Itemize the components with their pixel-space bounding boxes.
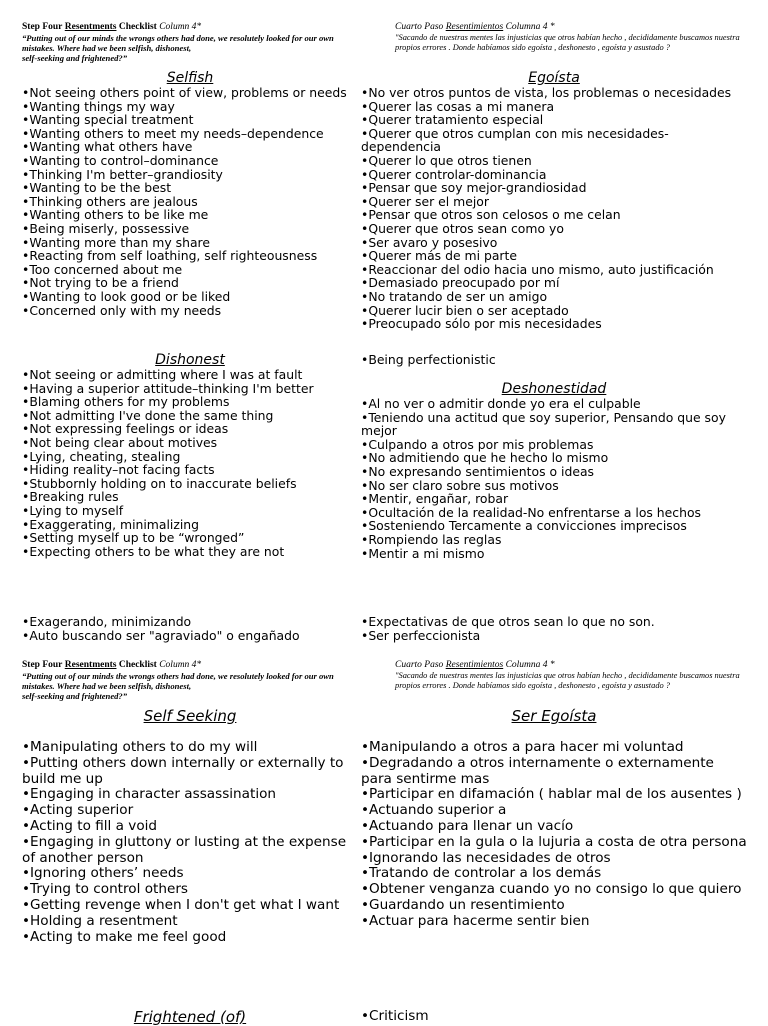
list-item: • Querer lo que otros tienen [361, 154, 747, 168]
self-seeking-heading: Self Seeking [143, 707, 237, 725]
list-item: • Concerned only with my needs [22, 304, 358, 318]
header-es-quote: "Sacando de nuestras mentes las injusticias que otros habían hecho , decididamente buscamos nuestra propios errores . Donde habíamos sido egoísta , deshonesto , egoísta y asustado ? [395, 671, 740, 690]
header-quote: “Putting out of our minds the wrongs others had done, we resolutely looked for our own mistakes. Where had we been selfish, dishonest, [22, 671, 334, 691]
list-item: • Pensar que soy mejor-grandiosidad [361, 181, 747, 195]
list-item: • Expecting others to be what they are not [22, 545, 358, 559]
list-item: • Too concerned about me [22, 263, 358, 277]
list-item: • Not expressing feelings or ideas [22, 422, 358, 436]
list-item: • Lying, cheating, stealing [22, 450, 358, 464]
list-item: • No expresando sentimientos o ideas [361, 465, 747, 479]
list-item: • Pensar que otros son celosos o me celan [361, 208, 747, 222]
list-item: • Wanting what others have [22, 140, 358, 154]
list-item: • Thinking I'm better–grandiosity [22, 168, 358, 182]
header-es-title-resentments: Resentimientos [445, 660, 504, 670]
header-es-quote: "Sacando de nuestras mentes las injusticias que otros habían hecho , decididamente buscamos nuestra propios errores . Donde habíamos sido egoísta , deshonesto , egoísta y asustado ? [395, 33, 740, 52]
list-item: • Wanting to be the best [22, 181, 358, 195]
extra-left-list [22, 615, 300, 642]
list-item: • Querer tratamiento especial [361, 113, 747, 127]
header-en [22, 22, 360, 63]
header-title-resentments: Resentments [64, 22, 117, 32]
list-item: • Wanting to look good or be liked [22, 290, 358, 304]
list-item: • Wanting others to meet my needs–dependence [22, 127, 358, 141]
list-item: • Breaking rules [22, 490, 358, 504]
list-item: • No ver otros puntos de vista, los problemas o necesidades [361, 86, 747, 100]
list-item: • Wanting more than my share [22, 236, 358, 250]
list-item: • Auto buscando ser "agraviado" o engañado [22, 629, 300, 643]
dishonest-heading: Dishonest [155, 352, 225, 368]
list-item: • Actuar para hacerme sentir bien [361, 914, 747, 930]
header-quote-end: self-seeking and frightened?” [22, 691, 128, 701]
header-es-title-resentments: Resentimientos [445, 22, 504, 32]
header-es-title-column: Columna 4 * [505, 22, 555, 32]
being-perfectionistic [361, 353, 496, 367]
list-item: • Getting revenge when I don't get what I want [22, 898, 358, 914]
list-item: • Rompiendo las reglas [361, 533, 747, 547]
list-item: • Being perfectionistic [361, 353, 496, 367]
list-item: • Holding a resentment [22, 914, 358, 930]
header-title-checklist: Checklist [118, 660, 157, 670]
list-item: • Acting superior [22, 803, 358, 819]
header-title-column: Column 4* [159, 22, 202, 32]
egoista-list [361, 86, 747, 331]
list-item: • Querer más de mi parte [361, 249, 747, 263]
list-item: • Teniendo una actitud que soy superior, Pensando que soy mejor [361, 411, 747, 438]
list-item: • Setting myself up to be “wronged” [22, 531, 358, 545]
list-item: • Not being clear about motives [22, 436, 358, 450]
list-item: • Querer ser el mejor [361, 195, 747, 209]
list-item: • Engaging in character assassination [22, 787, 358, 803]
list-item: • Reaccionar del odio hacia uno mismo, auto justificación [361, 263, 747, 277]
ser-egoista-heading: Ser Egoísta [511, 707, 597, 725]
list-item: • Acting to make me feel good [22, 930, 358, 946]
egoista-section [361, 70, 747, 331]
list-item: • Culpando a otros por mis problemas [361, 438, 747, 452]
list-item: • Criticism [361, 1009, 429, 1025]
list-item: • Putting others down internally or externally to build me up [22, 756, 358, 788]
list-item: • No admitiendo que he hecho lo mismo [361, 451, 747, 465]
ser-egoista-list [361, 740, 747, 930]
list-item: • Not seeing or admitting where I was at fault [22, 368, 358, 382]
selfish-list [22, 86, 358, 317]
list-item: • Mentir a mi mismo [361, 547, 747, 561]
deshonestidad-list [361, 397, 747, 560]
header-es-title-column: Columna 4 * [505, 660, 555, 670]
ser-egoista-section [361, 707, 747, 930]
list-item: • Degradando a otros internamente o externamente para sentirme mas [361, 756, 747, 788]
list-item: • Not admitting I've done the same thing [22, 409, 358, 423]
list-item: • Mentir, engañar, robar [361, 492, 747, 506]
criticism-list [361, 1009, 429, 1025]
list-item: • Participar en la gula o la lujuria a costa de otra persona [361, 835, 747, 851]
list-item: • Not trying to be a friend [22, 276, 358, 290]
selfish-section [22, 70, 358, 317]
list-item: • Reacting from self loathing, self righteousness [22, 249, 358, 263]
list-item: • Manipulando a otros a para hacer mi voluntad [361, 740, 747, 756]
self-seeking-list [22, 740, 358, 945]
header-quote: “Putting out of our minds the wrongs others had done, we resolutely looked for our own mistakes. Where had we been selfish, dishonest, [22, 33, 334, 53]
list-item: • Acting to fill a void [22, 819, 358, 835]
list-item: • Having a superior attitude–thinking I'm better [22, 382, 358, 396]
list-item: • Actuando superior a [361, 803, 747, 819]
list-item: • Wanting others to be like me [22, 208, 358, 222]
list-item: • Lying to myself [22, 504, 358, 518]
list-item: • Querer que otros cumplan con mis necesidades-dependencia [361, 127, 747, 154]
header-es-repeat [395, 660, 751, 691]
frightened-heading: Frightened (of) [133, 1008, 247, 1026]
list-item: • Not seeing others point of view, problems or needs [22, 86, 358, 100]
egoista-heading: Egoísta [528, 70, 580, 86]
header-title-resentments: Resentments [64, 660, 117, 670]
list-item: • Being miserly, possessive [22, 222, 358, 236]
list-item: • Ser avaro y posesivo [361, 236, 747, 250]
header-es [395, 22, 751, 53]
list-item: • Preocupado sólo por mis necesidades [361, 317, 747, 331]
header-title-step: Step Four [22, 22, 63, 32]
list-item: • Querer las cosas a mi manera [361, 100, 747, 114]
self-seeking-section [22, 707, 358, 945]
list-item: • Participar en difamación ( hablar mal de los ausentes ) [361, 787, 747, 803]
list-item: • Actuando para llenar un vacío [361, 819, 747, 835]
list-item: • Exagerando, minimizando [22, 615, 300, 629]
selfish-heading: Selfish [166, 70, 214, 86]
header-quote-end: self-seeking and frightened?” [22, 53, 128, 63]
list-item: • Trying to control others [22, 882, 358, 898]
list-item: • Hiding reality–not facing facts [22, 463, 358, 477]
dishonest-section [22, 352, 358, 558]
list-item: • Engaging in gluttony or lusting at the expense of another person [22, 835, 358, 867]
list-item: • Querer lucir bien o ser aceptado [361, 304, 747, 318]
header-title-column: Column 4* [159, 660, 202, 670]
list-item: • Ignoring others’ needs [22, 866, 358, 882]
list-item: • Thinking others are jealous [22, 195, 358, 209]
list-item: • Querer que otros sean como yo [361, 222, 747, 236]
list-item: • Sosteniendo Tercamente a convicciones imprecisos [361, 519, 747, 533]
list-item: • Ser perfeccionista [361, 629, 655, 643]
header-title-step: Step Four [22, 660, 63, 670]
list-item: • Wanting to control–dominance [22, 154, 358, 168]
list-item: • Al no ver o admitir donde yo era el culpable [361, 397, 747, 411]
header-es-title-step: Cuarto Paso [395, 660, 444, 670]
header-en-repeat [22, 660, 360, 701]
list-item: • Ocultación de la realidad-No enfrentarse a los hechos [361, 506, 747, 520]
list-item: • Obtener venganza cuando yo no consigo lo que quiero [361, 882, 747, 898]
list-item: • No ser claro sobre sus motivos [361, 479, 747, 493]
list-item: • Demasiado preocupado por mí [361, 276, 747, 290]
list-item: • Guardando un resentimiento [361, 898, 747, 914]
list-item: • Wanting special treatment [22, 113, 358, 127]
deshonestidad-heading: Deshonestidad [501, 381, 607, 397]
list-item: • Blaming others for my problems [22, 395, 358, 409]
list-item: • Manipulating others to do my will [22, 740, 358, 756]
extra-right-list [361, 615, 655, 642]
list-item: • No tratando de ser un amigo [361, 290, 747, 304]
list-item: • Wanting things my way [22, 100, 358, 114]
header-title-checklist: Checklist [118, 22, 157, 32]
list-item: • Stubbornly holding on to inaccurate beliefs [22, 477, 358, 491]
list-item: • Exaggerating, minimalizing [22, 518, 358, 532]
list-item: • Ignorando las necesidades de otros [361, 851, 747, 867]
list-item: • Expectativas de que otros sean lo que no son. [361, 615, 655, 629]
dishonest-list [22, 368, 358, 558]
list-item: • Querer controlar-dominancia [361, 168, 747, 182]
deshonestidad-section [361, 381, 747, 560]
list-item: • Tratando de controlar a los demás [361, 866, 747, 882]
header-es-title-step: Cuarto Paso [395, 22, 444, 32]
